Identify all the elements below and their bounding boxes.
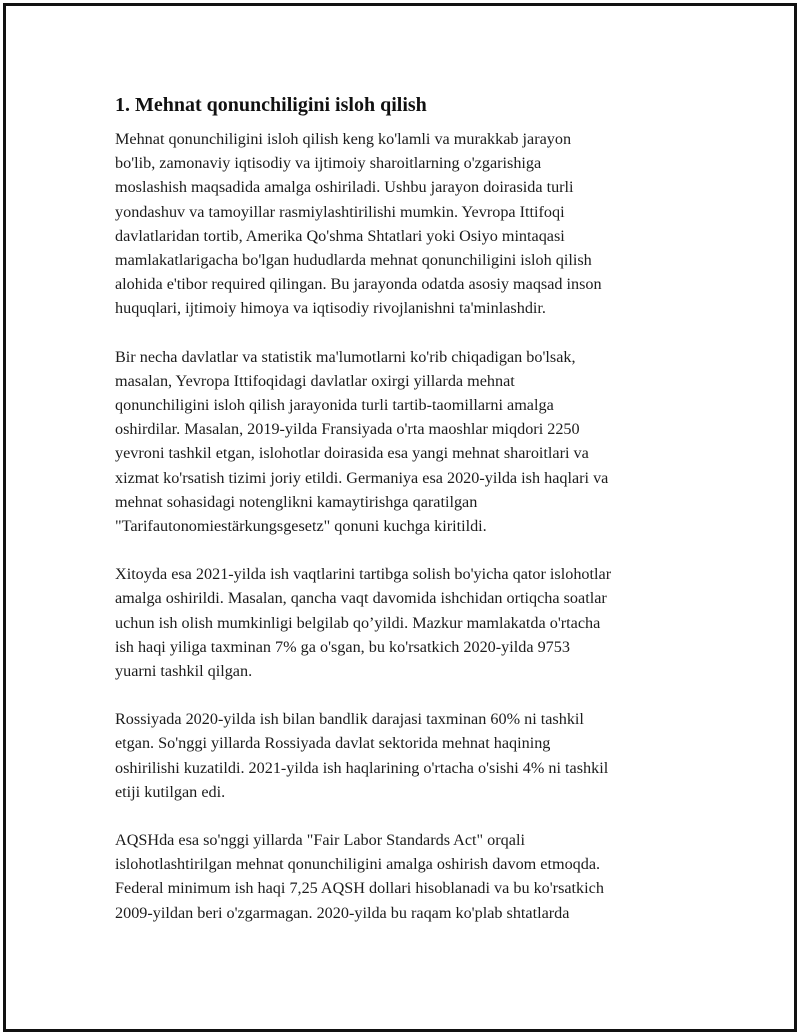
paragraph-line: "Tarifautonomiestärkungsgesetz" qonuni kuchga kiritildi.	[115, 517, 487, 536]
paragraph	[115, 707, 685, 804]
paragraph-line: AQSHda esa so'nggi yillarda "Fair Labor Standards Act" orqali	[115, 831, 525, 850]
paragraph-line: huquqlari, ijtimoiy himoya va iqtisodiy rivojlanishni ta'minlashdir.	[115, 299, 546, 318]
paragraph-line: islohotlashtirilgan mehnat qonunchiligini amalga oshirish davom etmoqda.	[115, 855, 601, 874]
paragraph	[115, 828, 685, 925]
paragraph-line: oshirdilar. Masalan, 2019-yilda Fransiyada o'rta maoshlar miqdori 2250	[115, 420, 580, 439]
paragraph-line: mamlakatlarigacha bo'lgan hududlarda mehnat qonunchiligini isloh qilish	[115, 251, 592, 270]
paragraph-line: etgan. So'nggi yillarda Rossiyada davlat sektorida mehnat haqining	[115, 734, 551, 753]
paragraph	[115, 127, 685, 321]
paragraph-line: Bir necha davlatlar va statistik ma'lumotlarni ko'rib chiqadigan bo'lsak,	[115, 347, 576, 366]
paragraphs-container	[115, 127, 685, 925]
paragraph-line: oshirilishi kuzatildi. 2021-yilda ish haqlarining o'rtacha o'sishi 4% ni tashkil	[115, 758, 609, 777]
paragraph-line: ish haqi yiliga taxminan 7% ga o'sgan, bu ko'rsatkich 2020-yilda 9753	[115, 637, 570, 656]
paragraph-line: etiji kutilgan edi.	[115, 782, 226, 801]
section-heading: 1. Mehnat qonunchiligini isloh qilish	[115, 94, 427, 116]
paragraph-line: Federal minimum ish haqi 7,25 AQSH dollari hisoblanadi va bu ko'rsatkich	[115, 879, 604, 898]
paragraph-line: davlatlaridan tortib, Amerika Qo'shma Shtatlari yoki Osiyo mintaqasi	[115, 226, 565, 245]
paragraph-line: yondashuv va tamoyillar rasmiylashtirilishi mumkin. Yevropa Ittifoqi	[115, 202, 565, 221]
paragraph-line: 2009-yildan beri o'zgarmagan. 2020-yilda bu raqam ko'plab shtatlarda	[115, 903, 570, 922]
paragraph	[115, 345, 685, 539]
paragraph-line: qonunchiligini isloh qilish jarayonida turli tartib-taomillarni amalga	[115, 396, 554, 415]
paragraph-line: Mehnat qonunchiligini isloh qilish keng ko'lamli va murakkab jarayon	[115, 130, 572, 148]
paragraph	[115, 562, 685, 683]
paragraph-line: uchun ish olish mumkinligi belgilab qo’yildi. Mazkur mamlakatda o'rtacha	[115, 613, 601, 632]
paragraph-line: yuarni tashkil qilgan.	[115, 662, 253, 681]
paragraph-line: Rossiyada 2020-yilda ish bilan bandlik darajasi taxminan 60% ni tashkil	[115, 710, 584, 729]
paragraph-line: xizmat ko'rsatish tizimi joriy etildi. Germaniya esa 2020-yilda ish haqlari va	[115, 468, 609, 487]
paragraph-line: moslashish maqsadida amalga oshiriladi. Ushbu jarayon doirasida turli	[115, 178, 574, 197]
paragraph-line: mehnat sohasidagi notenglikni kamaytirishga qaratilgan	[115, 492, 478, 511]
paragraph-line: masalan, Yevropa Ittifoqidagi davlatlar oxirgi yillarda mehnat	[115, 371, 515, 390]
paragraph-line: yevroni tashkil etgan, islohotlar doirasida esa yangi mehnat sharoitlari va	[115, 444, 589, 463]
paragraph-line: Xitoyda esa 2021-yilda ish vaqtlarini tartibga solish bo'yicha qator islohotlar	[115, 565, 612, 584]
paragraph-line: amalga oshirildi. Masalan, qancha vaqt davomida ishchidan ortiqcha soatlar	[115, 589, 607, 608]
paragraph-line: bo'lib, zamonaviy iqtisodiy va ijtimoiy sharoitlarning o'zgarishiga	[115, 154, 542, 173]
document-body	[115, 92, 685, 949]
paragraph-line: alohida e'tibor required qilingan. Bu jarayonda odatda asosiy maqsad inson	[115, 275, 602, 294]
